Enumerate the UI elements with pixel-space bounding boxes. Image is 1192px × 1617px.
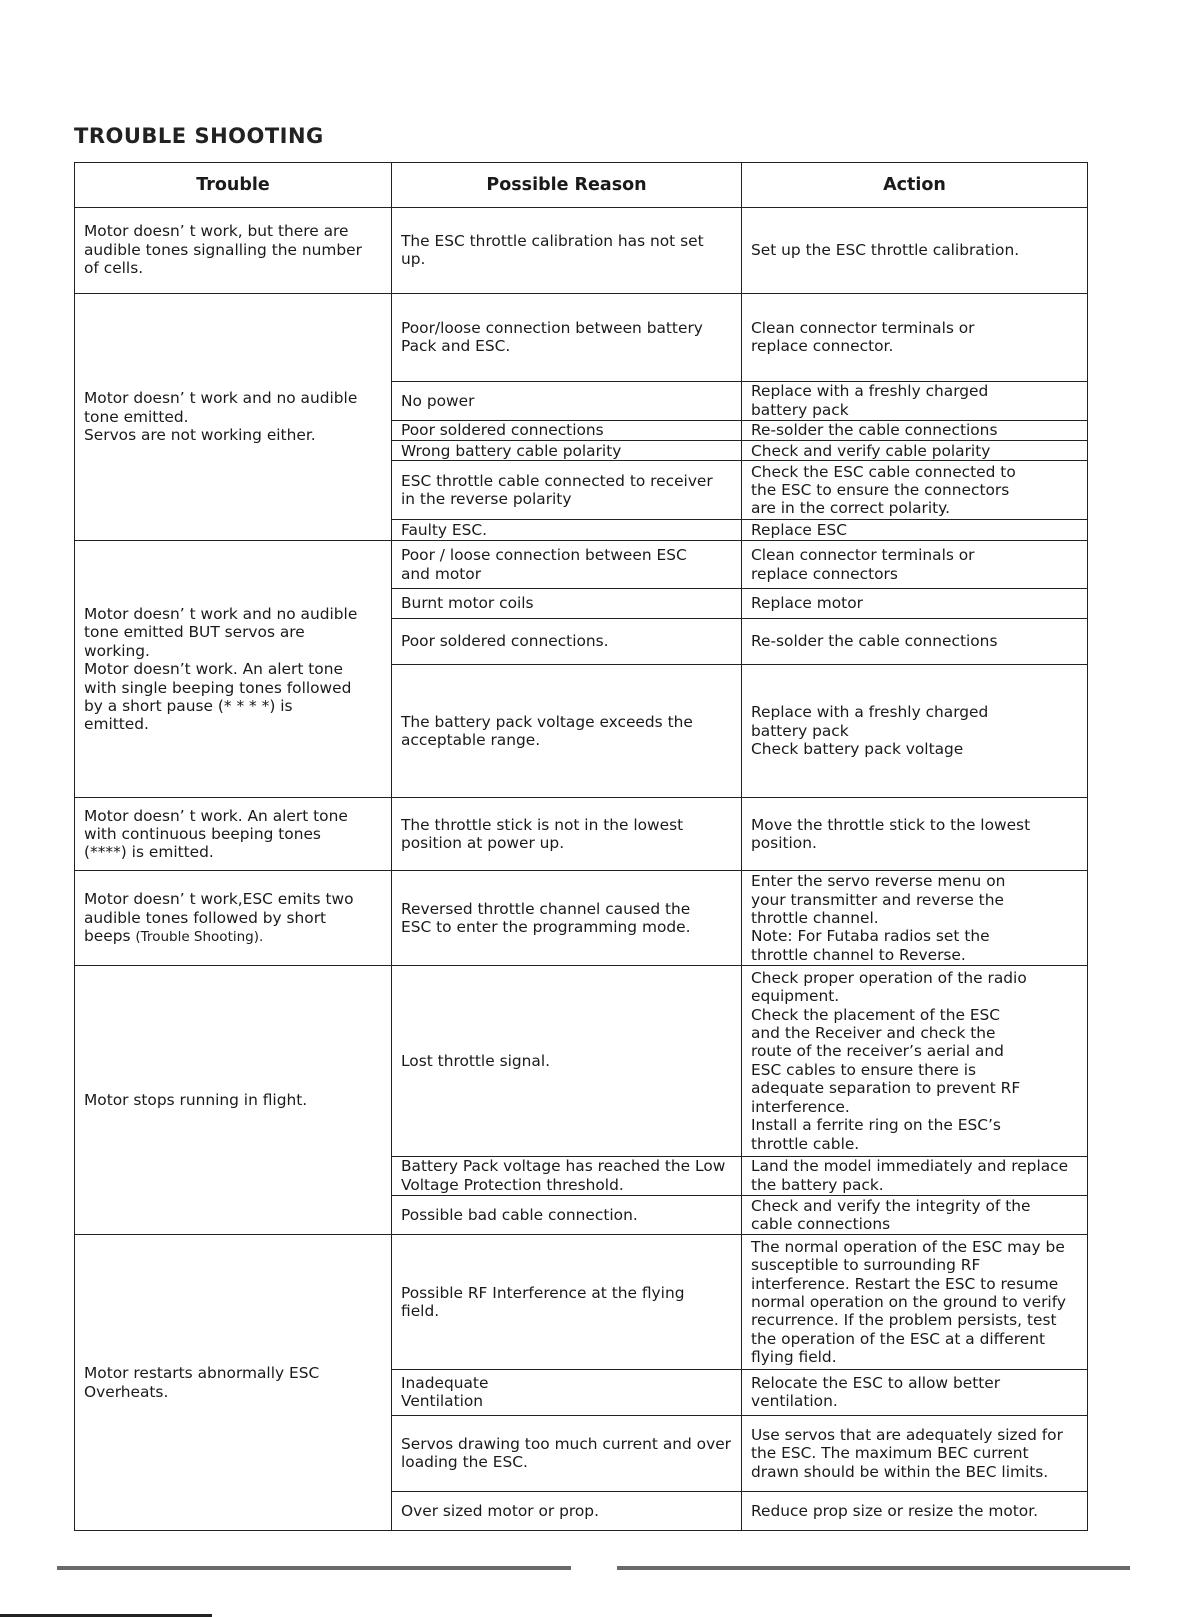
table-row xyxy=(75,1235,1088,1370)
trouble-note: (Trouble Shooting). xyxy=(135,928,264,945)
reason-cell: Possible bad cable connection. xyxy=(392,1195,742,1234)
action-cell: Check proper operation of the radio equipment. Check the placement of the ESC and the Receiver and check the route of the receiver’s aerial and ESC cables to ensure there is adequate separation to prevent RF interference. Install a ferrite ring on the ESC’s throttle cable. xyxy=(742,966,1088,1156)
page-title: TROUBLE SHOOTING xyxy=(74,124,324,148)
table-row xyxy=(75,541,1088,589)
action-cell: Replace ESC xyxy=(742,520,1088,541)
action-cell: Check and verify the integrity of the cable connections xyxy=(742,1195,1088,1234)
reason-cell: Over sized motor or prop. xyxy=(392,1492,742,1531)
reason-cell: The ESC throttle calibration has not set up. xyxy=(392,207,742,293)
reason-cell: Poor soldered connections xyxy=(392,420,742,440)
action-cell: The normal operation of the ESC may be susceptible to surrounding RF interference. Restart the ESC to resume normal operation on the ground to verify recurrence. If the problem persists, test the operation of the ESC at a different flying field. xyxy=(742,1235,1088,1370)
reason-cell: Poor soldered connections. xyxy=(392,619,742,665)
reason-cell: Reversed throttle channel caused the ESC to enter the programming mode. xyxy=(392,871,742,966)
reason-cell: Wrong battery cable polarity xyxy=(392,441,742,461)
reason-cell: The throttle stick is not in the lowest position at power up. xyxy=(392,798,742,871)
action-cell: Re-solder the cable connections xyxy=(742,420,1088,440)
trouble-cell xyxy=(75,871,392,966)
action-cell: Clean connector terminals or replace connectors xyxy=(742,541,1088,589)
reason-cell: The battery pack voltage exceeds the acceptable range. xyxy=(392,664,742,798)
action-cell: Replace with a freshly charged battery pack xyxy=(742,381,1088,420)
header-action: Action xyxy=(742,163,1088,208)
trouble-cell: Motor doesn’ t work and no audible tone emitted BUT servos are working. Motor doesn’t work. An alert tone with single beeping tones followed by a short pause (* * * *) is emitted. xyxy=(75,541,392,798)
action-cell: Replace with a freshly charged battery pack Check battery pack voltage xyxy=(742,664,1088,798)
reason-cell: Inadequate Ventilation xyxy=(392,1369,742,1415)
reason-cell: Poor / loose connection between ESC and motor xyxy=(392,541,742,589)
table-row xyxy=(75,966,1088,1156)
reason-cell: Lost throttle signal. xyxy=(392,966,742,1156)
trouble-shooting-table xyxy=(74,162,1088,1531)
reason-cell: Possible RF Interference at the flying field. xyxy=(392,1235,742,1370)
reason-cell: Poor/loose connection between battery Pack and ESC. xyxy=(392,293,742,381)
table-row xyxy=(75,293,1088,381)
action-cell: Use servos that are adequately sized for the ESC. The maximum BEC current drawn should be within the BEC limits. xyxy=(742,1415,1088,1492)
table-row xyxy=(75,871,1088,966)
action-cell: Set up the ESC throttle calibration. xyxy=(742,207,1088,293)
reason-cell: ESC throttle cable connected to receiver in the reverse polarity xyxy=(392,461,742,520)
footer-rule-left xyxy=(57,1566,571,1570)
trouble-cell: Motor doesn’ t work and no audible tone emitted. Servos are not working either. xyxy=(75,293,392,541)
header-trouble: Trouble xyxy=(75,163,392,208)
table-row xyxy=(75,207,1088,293)
trouble-cell: Motor doesn’ t work. An alert tone with continuous beeping tones (****) is emitted. xyxy=(75,798,392,871)
footer-rule-right xyxy=(617,1566,1130,1570)
reason-cell: Faulty ESC. xyxy=(392,520,742,541)
reason-cell: Battery Pack voltage has reached the Low Voltage Protection threshold. xyxy=(392,1156,742,1195)
action-cell: Enter the servo reverse menu on your transmitter and reverse the throttle channel. Note: For Futaba radios set the throttle channel to Reverse. xyxy=(742,871,1088,966)
table-row xyxy=(75,798,1088,871)
reason-cell: Burnt motor coils xyxy=(392,588,742,618)
action-cell: Relocate the ESC to allow better ventilation. xyxy=(742,1369,1088,1415)
action-cell: Check and verify cable polarity xyxy=(742,441,1088,461)
trouble-cell: Motor restarts abnormally ESC Overheats. xyxy=(75,1235,392,1531)
trouble-text: Motor doesn’ t work,ESC emits two audible tones followed by short beeps xyxy=(84,890,354,945)
trouble-cell: Motor doesn’ t work, but there are audible tones signalling the number of cells. xyxy=(75,207,392,293)
action-cell: Land the model immediately and replace the battery pack. xyxy=(742,1156,1088,1195)
action-cell: Clean connector terminals or replace connector. xyxy=(742,293,1088,381)
action-cell: Reduce prop size or resize the motor. xyxy=(742,1492,1088,1531)
action-cell: Check the ESC cable connected to the ESC to ensure the connectors are in the correct polarity. xyxy=(742,461,1088,520)
table-header-row xyxy=(75,163,1088,208)
trouble-cell: Motor stops running in flight. xyxy=(75,966,392,1235)
action-cell: Move the throttle stick to the lowest position. xyxy=(742,798,1088,871)
reason-cell: Servos drawing too much current and over loading the ESC. xyxy=(392,1415,742,1492)
action-cell: Replace motor xyxy=(742,588,1088,618)
header-possible-reason: Possible Reason xyxy=(392,163,742,208)
reason-cell: No power xyxy=(392,381,742,420)
action-cell: Re-solder the cable connections xyxy=(742,619,1088,665)
